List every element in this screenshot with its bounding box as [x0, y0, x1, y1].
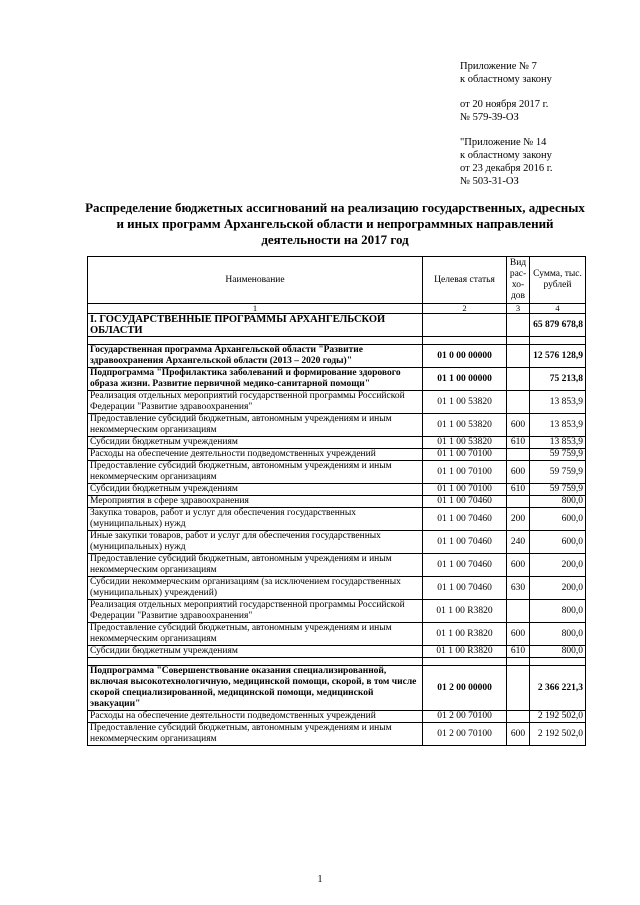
- code-cell: 01 1 00 53820: [423, 391, 507, 414]
- table-row: [88, 345, 586, 368]
- table-row: [88, 623, 586, 646]
- table-row: [88, 600, 586, 623]
- name-cell: Предоставление субсидий бюджетным, автономным учреждениям и иным некоммерческим организациям: [88, 461, 423, 484]
- column-number: 3: [507, 304, 530, 314]
- table-row: [88, 368, 586, 391]
- name-cell: Субсидии бюджетным учреждениям: [88, 646, 423, 658]
- table-row: [88, 437, 586, 449]
- code-cell: 01 1 00 70100: [423, 484, 507, 496]
- table-row: [88, 711, 586, 723]
- name-cell: Предоставление субсидий бюджетным, автономным учреждениям и иным некоммерческим организациям: [88, 554, 423, 577]
- page-number: 1: [317, 874, 323, 885]
- table-row: [88, 646, 586, 658]
- vid-cell: [507, 449, 530, 461]
- code-cell: [423, 314, 507, 337]
- name-cell: Субсидии бюджетным учреждениям: [88, 484, 423, 496]
- sum-cell: 59 759,9: [530, 449, 586, 461]
- table-row: [88, 531, 586, 554]
- sum-cell: 800,0: [530, 600, 586, 623]
- table-row: [88, 723, 586, 746]
- law-date-line: от 20 ноября 2017 г.: [460, 99, 549, 110]
- spacer-row: [88, 337, 586, 345]
- name-cell: Предоставление субсидий бюджетным, автономным учреждениям и иным некоммерческим организациям: [88, 414, 423, 437]
- name-cell: Предоставление субсидий бюджетным, автономным учреждениям и иным некоммерческим организациям: [88, 723, 423, 746]
- amended-line: от 23 декабря 2016 г.: [460, 163, 553, 174]
- code-cell: 01 1 00 70460: [423, 577, 507, 600]
- name-cell: Подпрограмма "Профилактика заболеваний и формирование здорового образа жизни. Развитие первичной медико-санитарной помощи": [88, 368, 423, 391]
- amended-line: "Приложение № 14: [460, 137, 547, 148]
- sum-cell: 200,0: [530, 577, 586, 600]
- vid-cell: 600: [507, 414, 530, 437]
- sum-cell: 59 759,9: [530, 484, 586, 496]
- name-cell: Подпрограмма "Совершенствование оказания специализированной, включая высокотехнологичную, медицинской помощи, скорой, в том числе скорой специализированной, медицинской помощи, медицинской эвакуации": [88, 666, 423, 711]
- vid-cell: 610: [507, 646, 530, 658]
- spacer-row: [88, 658, 586, 666]
- name-cell: Иные закупки товаров, работ и услуг для обеспечения государственных (муниципальных) нужд: [88, 531, 423, 554]
- name-cell: Реализация отдельных мероприятий государственной программы Российской Федерации "Развитие здравоохранения": [88, 391, 423, 414]
- vid-cell: 200: [507, 508, 530, 531]
- sum-cell: 12 576 128,9: [530, 345, 586, 368]
- appendix-line: к областному закону: [460, 74, 552, 85]
- code-cell: 01 1 00 70460: [423, 496, 507, 508]
- table-row: [88, 391, 586, 414]
- table-row: [88, 461, 586, 484]
- vid-cell: 600: [507, 461, 530, 484]
- spacer-cell: [88, 337, 423, 345]
- vid-cell: 630: [507, 577, 530, 600]
- code-cell: 01 1 00 70460: [423, 554, 507, 577]
- vid-cell: 610: [507, 484, 530, 496]
- code-cell: 01 1 00 70100: [423, 461, 507, 484]
- code-cell: 01 1 00 70460: [423, 508, 507, 531]
- document-title: Распределение бюджетных ассигнований на реализацию государственных, адресных и иных программ Архангельской области и непрограммных направлений деятельности на 2017 год: [85, 200, 585, 247]
- sum-cell: 13 853,9: [530, 414, 586, 437]
- sum-cell: 600,0: [530, 531, 586, 554]
- spacer-cell: [530, 337, 586, 345]
- vid-cell: [507, 368, 530, 391]
- name-cell: Субсидии бюджетным учреждениям: [88, 437, 423, 449]
- table-row: [88, 666, 586, 711]
- vid-cell: [507, 496, 530, 508]
- code-cell: 01 1 00 R3820: [423, 623, 507, 646]
- name-cell: Расходы на обеспечение деятельности подведомственных учреждений: [88, 711, 423, 723]
- code-cell: 01 1 00 R3820: [423, 646, 507, 658]
- sum-cell: 59 759,9: [530, 461, 586, 484]
- name-cell: Предоставление субсидий бюджетным, автономным учреждениям и иным некоммерческим организациям: [88, 623, 423, 646]
- vid-cell: 600: [507, 554, 530, 577]
- sum-cell: 800,0: [530, 496, 586, 508]
- column-number-row: [88, 304, 586, 314]
- name-cell: Расходы на обеспечение деятельности подведомственных учреждений: [88, 449, 423, 461]
- budget-table: [87, 256, 586, 746]
- code-cell: 01 1 00 R3820: [423, 600, 507, 623]
- header-name: Наименование: [88, 257, 423, 304]
- vid-cell: [507, 314, 530, 337]
- sum-cell: 800,0: [530, 623, 586, 646]
- spacer-cell: [423, 658, 507, 666]
- code-cell: 01 2 00 70100: [423, 711, 507, 723]
- spacer-cell: [507, 337, 530, 345]
- column-number: 1: [88, 304, 423, 314]
- code-cell: 01 1 00 53820: [423, 414, 507, 437]
- vid-cell: [507, 666, 530, 711]
- spacer-cell: [88, 658, 423, 666]
- sum-cell: 800,0: [530, 646, 586, 658]
- code-cell: 01 2 00 70100: [423, 723, 507, 746]
- name-cell: Государственная программа Архангельской области "Развитие здравоохранения Архангельской области (2013 – 2020 годы)": [88, 345, 423, 368]
- name-cell: Реализация отдельных мероприятий государственной программы Российской Федерации "Развитие здравоохранения": [88, 600, 423, 623]
- table-row: [88, 314, 586, 337]
- table-row: [88, 414, 586, 437]
- table-body: [88, 314, 586, 746]
- appendix-line: Приложение № 7: [460, 61, 537, 72]
- table-row: [88, 508, 586, 531]
- code-cell: 01 1 00 70460: [423, 531, 507, 554]
- appendix-header: [460, 60, 630, 188]
- header-vid: Вид рас-хо-дов: [507, 257, 530, 304]
- column-number: 4: [530, 304, 586, 314]
- vid-cell: 600: [507, 723, 530, 746]
- spacer-cell: [507, 658, 530, 666]
- sum-cell: 2 192 502,0: [530, 723, 586, 746]
- code-cell: 01 1 00 00000: [423, 368, 507, 391]
- sum-cell: 65 879 678,8: [530, 314, 586, 337]
- spacer-cell: [423, 337, 507, 345]
- vid-cell: [507, 345, 530, 368]
- code-cell: 01 1 00 53820: [423, 437, 507, 449]
- sum-cell: 2 192 502,0: [530, 711, 586, 723]
- sum-cell: 2 366 221,3: [530, 666, 586, 711]
- table-row: [88, 449, 586, 461]
- amended-line: к областному закону: [460, 150, 552, 161]
- table-row: [88, 484, 586, 496]
- sum-cell: 13 853,9: [530, 391, 586, 414]
- vid-cell: [507, 391, 530, 414]
- sum-cell: 75 213,8: [530, 368, 586, 391]
- amended-line: № 503-31-ОЗ: [460, 176, 519, 187]
- column-number: 2: [423, 304, 507, 314]
- name-cell: I. ГОСУДАРСТВЕННЫЕ ПРОГРАММЫ АРХАНГЕЛЬСКОЙ ОБЛАСТИ: [88, 314, 423, 337]
- name-cell: Мероприятия в сфере здравоохранения: [88, 496, 423, 508]
- vid-cell: [507, 600, 530, 623]
- vid-cell: [507, 711, 530, 723]
- sum-cell: 13 853,9: [530, 437, 586, 449]
- name-cell: Субсидии некоммерческим организациям (за исключением государственных (муниципальных) учреждений): [88, 577, 423, 600]
- table-row: [88, 554, 586, 577]
- table-row: [88, 577, 586, 600]
- header-sum: Сумма, тыс. рублей: [530, 257, 586, 304]
- vid-cell: 240: [507, 531, 530, 554]
- header-code: Целевая статья: [423, 257, 507, 304]
- code-cell: 01 1 00 70100: [423, 449, 507, 461]
- sum-cell: 600,0: [530, 508, 586, 531]
- spacer-cell: [530, 658, 586, 666]
- table-row: [88, 496, 586, 508]
- name-cell: Закупка товаров, работ и услуг для обеспечения государственных (муниципальных) нужд: [88, 508, 423, 531]
- code-cell: 01 0 00 00000: [423, 345, 507, 368]
- vid-cell: 610: [507, 437, 530, 449]
- sum-cell: 200,0: [530, 554, 586, 577]
- law-number-line: № 579-39-ОЗ: [460, 112, 519, 123]
- code-cell: 01 2 00 00000: [423, 666, 507, 711]
- vid-cell: 600: [507, 623, 530, 646]
